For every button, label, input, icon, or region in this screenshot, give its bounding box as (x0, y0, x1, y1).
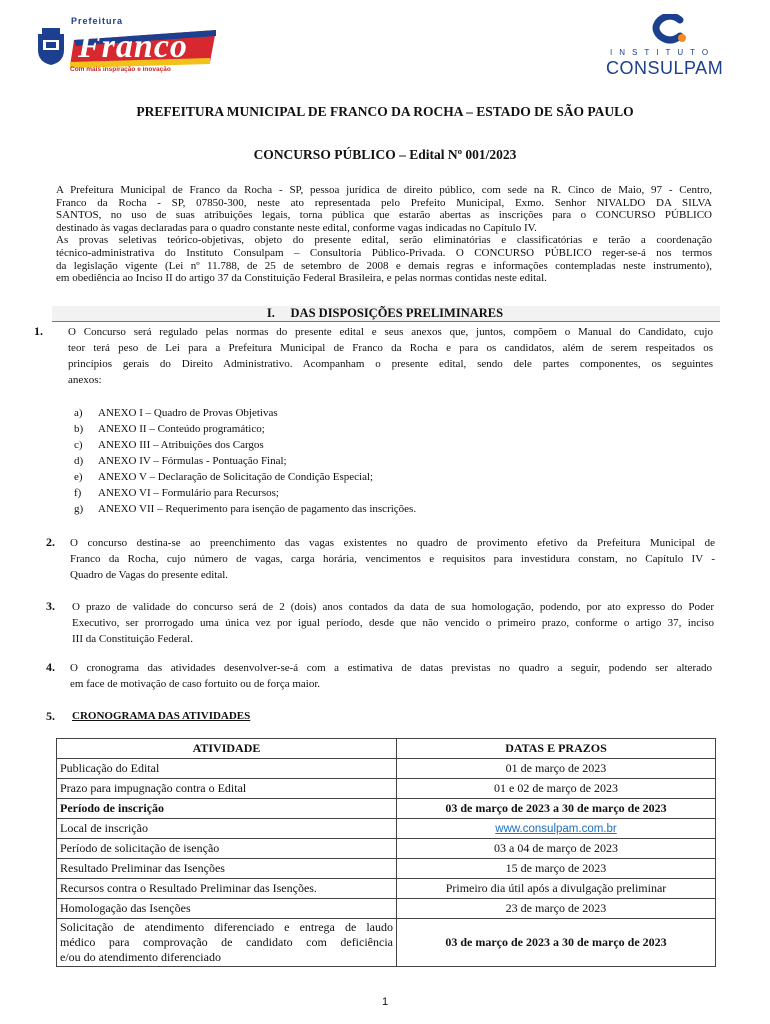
intro-line: técnico-administrativa do Instituto Consulpam – Consultoria Público-Privada. O CONCURSO PÚBLICO reger-se-á nos termos (56, 246, 712, 259)
document-title: PREFEITURA MUNICIPAL DE FRANCO DA ROCHA – ESTADO DE SÃO PAULO (136, 104, 634, 119)
activity-line: e/ou do atendimento diferenciado (60, 950, 221, 964)
table-header-atividade: ATIVIDADE (57, 739, 397, 759)
activity-line: Solicitação de atendimento diferenciado e entrega de laudo (60, 920, 393, 934)
franco-prefeitura-label: Prefeitura (71, 16, 124, 26)
table-row (57, 859, 716, 879)
table-cell-activity: Período de inscrição (57, 799, 397, 819)
item-5-title: CRONOGRAMA DAS ATIVIDADES (72, 710, 251, 722)
annex-letter: b) (74, 423, 84, 435)
table-cell-date (397, 819, 716, 839)
annex-text: ANEXO III – Atribuições dos Cargos (98, 439, 264, 451)
table-row (57, 819, 716, 839)
annex-item (74, 437, 416, 453)
table-row (57, 779, 716, 799)
annex-item (74, 485, 416, 501)
item-2-number: 2. (46, 535, 55, 549)
table-cell-date: 03 de março de 2023 a 30 de março de 2023 (397, 799, 716, 819)
table-row (57, 899, 716, 919)
table-row (57, 839, 716, 859)
table-cell-activity: Prazo para impugnação contra o Edital (57, 779, 397, 799)
table-cell-date: 01 e 02 de março de 2023 (397, 779, 716, 799)
item-2-line: Quadro de Vagas do presente edital. (70, 569, 229, 581)
annex-list (74, 405, 416, 517)
table-row (57, 759, 716, 779)
table-cell-date: 01 de março de 2023 (397, 759, 716, 779)
table-cell-date: 03 a 04 de março de 2023 (397, 839, 716, 859)
item-5-number: 5. (46, 709, 55, 723)
instituto-consulpam-logo (600, 14, 740, 78)
annex-item (74, 421, 416, 437)
table-cell-activity: Homologação das Isenções (57, 899, 397, 919)
annex-item (74, 469, 416, 485)
annex-letter: d) (74, 455, 84, 467)
annex-text: ANEXO V – Declaração de Solicitação de Condição Especial; (98, 471, 374, 483)
annex-letter: e) (74, 471, 83, 483)
item-2-text (70, 535, 715, 583)
table-cell-activity: Local de inscrição (57, 819, 397, 839)
annex-text: ANEXO IV – Fórmulas - Pontuação Final; (98, 455, 287, 467)
item-2-line: O concurso destina-se ao preenchimento das vagas existentes no quadro de provimento efetivo da Prefeitura Municipal de (70, 537, 715, 549)
table-cell-activity: Recursos contra o Resultado Preliminar das Isenções. (57, 879, 397, 899)
item-1-line: O Concurso será regulado pelas normas do presente edital e seus anexos que, juntos, compõem o Manual do Candidato, cujo (68, 326, 713, 338)
item-1-line: princípios gerais do Direito Administrativo. Acompanham o presente edital, sendo dele partes componentes, os seguintes (68, 358, 713, 370)
item-3-line: Executivo, ser prorrogado uma única vez por igual período, desde que não vencido o primeiro prazo, conforme o artigo 37, inciso (72, 617, 714, 629)
intro-line: em obediência ao Inciso II do artigo 37 da Constituição Federal Brasileira, e pelas normas contidas neste edital. (56, 272, 547, 285)
table-cell-activity: Resultado Preliminar das Isenções (57, 859, 397, 879)
page-number: 1 (381, 996, 389, 1008)
intro-line: As provas seletivas teórico-objetivas, objeto do presente edital, serão eliminatórias e classificatórias e terão a coordenação (56, 234, 712, 247)
cronograma-table (56, 738, 716, 967)
item-4-number: 4. (46, 660, 55, 674)
table-row (57, 879, 716, 899)
annex-letter: a) (74, 407, 83, 419)
intro-line: destinado às vagas declaradas para o quadro constante neste edital, conforme vagas indicadas no Capítulo IV. (56, 221, 537, 234)
table-header-datas: DATAS E PRAZOS (397, 739, 716, 759)
annex-item (74, 405, 416, 421)
intro-line: da legislação vigente (Lei nº 11.788, de 25 de setembro de 2008 e demais regras e informações contempladas neste instrumento), (56, 259, 712, 272)
section-name: DAS DISPOSIÇÕES PRELIMINARES (290, 306, 504, 320)
intro-line: A Prefeitura Municipal de Franco da Rocha - SP, pessoa jurídica de direito público, com sede na R. Cinco de Maio, 97 - Centro, (56, 184, 712, 196)
annex-text: ANEXO II – Conteúdo programático; (98, 423, 265, 435)
item-1-number: 1. (34, 324, 43, 338)
table-cell-activity (57, 919, 397, 967)
item-1-text (68, 324, 713, 388)
item-1-line: anexos: (68, 374, 102, 386)
item-2-line: Franco da Rocha, cujo número de vagas, carga horária, vencimentos e requisitos para investidura constam, no Capítulo IV - (70, 553, 715, 565)
consulpam-name-label: CONSULPAM (606, 58, 724, 78)
table-cell-date: 15 de março de 2023 (397, 859, 716, 879)
table-cell-date: Primeiro dia útil após a divulgação preliminar (397, 879, 716, 899)
item-3-number: 3. (46, 599, 55, 613)
annex-item (74, 501, 416, 517)
annex-letter: f) (74, 487, 82, 499)
consulpam-website-link[interactable]: www.consulpam.com.br (495, 823, 617, 835)
document-subtitle: CONCURSO PÚBLICO – Edital Nº 001/2023 (253, 147, 517, 162)
intro-line: SANTOS, no uso de suas atribuições legais, torna pública que estarão abertas as inscrições para o CONCURSO PÚBLICO (56, 209, 712, 222)
item-3-line: O prazo de validade do concurso será de 2 (dois) anos contados da data de sua homologação, podendo, por ato expresso do Poder (72, 601, 714, 613)
table-cell-date: 03 de março de 2023 a 30 de março de 2023 (397, 919, 716, 967)
item-1-line: teor terá peso de Lei para a Prefeitura Municipal de Franco da Rocha e para os candidatos, além de serem respeitados os (68, 342, 713, 354)
intro-line: Franco da Rocha - SP, 07850-300, neste ato representada pelo Prefeito Municipal, Exmo. Senhor NIVALDO DA SILVA (56, 196, 712, 209)
annex-item (74, 453, 416, 469)
intro-paragraph (56, 184, 712, 285)
annex-letter: c) (74, 439, 83, 451)
annex-letter: g) (74, 503, 84, 515)
table-row (57, 919, 716, 967)
item-4-text (70, 660, 712, 692)
item-4-line: O cronograma das atividades desenvolver-se-á com a estimativa de datas previstas no quadro a seguir, podendo ser alterado (70, 662, 712, 674)
item-3-line: III da Constituição Federal. (72, 633, 193, 645)
item-4-line: em face de motivação de caso fortuito ou de força maior. (70, 678, 321, 690)
prefeitura-franco-logo (34, 14, 194, 76)
annex-text: ANEXO VI – Formulário para Recursos; (98, 487, 279, 499)
table-header-row (57, 739, 716, 759)
franco-slogan: Com mais inspiração e inovação (70, 66, 171, 73)
table-cell-date: 23 de março de 2023 (397, 899, 716, 919)
table-cell-activity: Publicação do Edital (57, 759, 397, 779)
annex-text: ANEXO VII – Requerimento para isenção de pagamento das inscrições. (98, 503, 417, 515)
franco-wordmark: Franco (78, 28, 188, 65)
section-number: I. (266, 306, 275, 320)
consulpam-instituto-label: INSTITUTO (610, 48, 716, 57)
table-row (57, 799, 716, 819)
table-cell-activity: Período de solicitação de isenção (57, 839, 397, 859)
coat-of-arms-icon (34, 26, 68, 66)
section-title (0, 306, 770, 321)
activity-line: médico para comprovação de candidato com deficiência (60, 935, 393, 949)
consulpam-symbol-icon (650, 14, 690, 48)
annex-text: ANEXO I – Quadro de Provas Objetivas (98, 407, 278, 419)
item-3-text (72, 599, 714, 647)
